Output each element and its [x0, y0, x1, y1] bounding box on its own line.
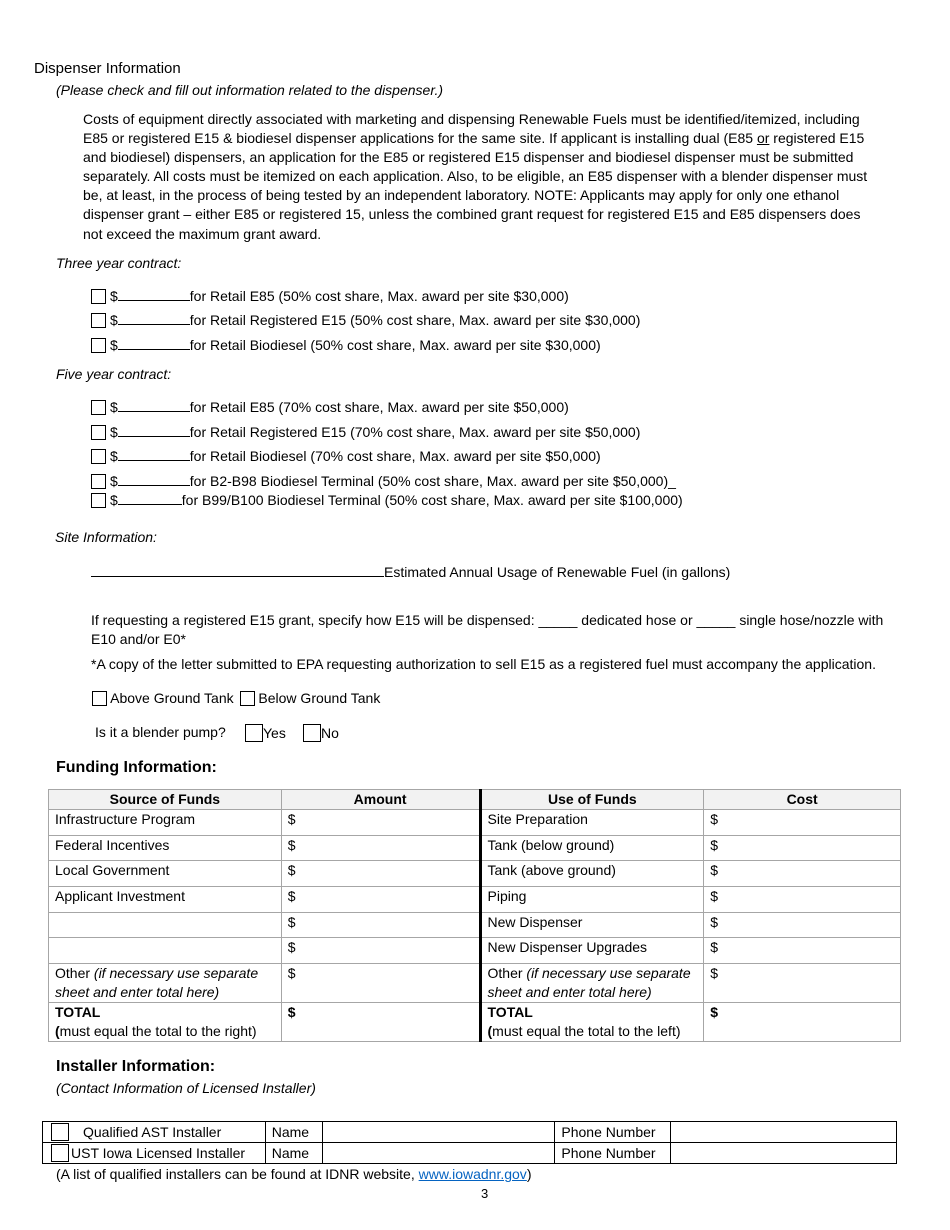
source-cell-other: Other (if necessary use separate sheet and enter total here) — [49, 964, 282, 1003]
cost-cell[interactable]: $ — [704, 836, 901, 861]
phone-label: Phone Number — [555, 1122, 671, 1143]
dispenser-subheading: (Please check and fill out information related to the dispenser.) — [56, 82, 444, 98]
paragraph-line: Costs of equipment directly associated with marketing and dispensing Renewable Fuels must be identified/itemized, including — [83, 111, 860, 127]
total-left-label: TOTAL (must equal the total to the right) — [49, 1003, 282, 1042]
amount-blank[interactable] — [118, 336, 190, 350]
use-cell: Tank (below ground) — [480, 836, 704, 861]
table-row-total — [49, 1003, 901, 1042]
paragraph-line: be, at least, in the process of being tested by an independent laboratory. NOTE: Applicants may apply for only one ethanol — [83, 187, 840, 204]
option-3yr-e15: $ for Retail Registered E15 (50% cost share, Max. award per site $30,000) — [91, 310, 640, 330]
paragraph-line: and biodiesel) dispensers, an application for the E85 or registered E15 dispenser and biodiesel dispenser must be submitted — [83, 149, 854, 166]
amount-cell[interactable]: $ — [281, 810, 480, 836]
installer-row — [43, 1122, 897, 1143]
option-5yr-e15: $ for Retail Registered E15 (70% cost share, Max. award per site $50,000) — [91, 422, 640, 442]
usage-blank[interactable] — [91, 563, 384, 577]
column-header: Cost — [704, 790, 901, 810]
name-field[interactable] — [322, 1143, 555, 1164]
checkbox-no[interactable] — [303, 724, 321, 742]
installer-footnote: (A list of qualified installers can be found at IDNR website, www.iowadnr.gov) — [56, 1166, 532, 1182]
column-header: Source of Funds — [49, 790, 282, 810]
table-row — [49, 938, 901, 964]
amount-cell[interactable]: $ — [281, 861, 480, 887]
source-cell: Applicant Investment — [49, 887, 282, 913]
installer-type: Qualified AST Installer — [43, 1122, 266, 1143]
checkbox[interactable] — [91, 493, 106, 508]
phone-field[interactable] — [671, 1122, 897, 1143]
e15-line-1: If requesting a registered E15 grant, specify how E15 will be dispensed: _____ dedicated hose or _____ single hose/nozzle with — [91, 612, 884, 628]
checkbox-yes[interactable] — [245, 724, 263, 742]
checkbox[interactable] — [91, 449, 106, 464]
amount-blank[interactable] — [118, 472, 190, 486]
funding-heading: Funding Information: — [56, 759, 217, 776]
phone-label: Phone Number — [555, 1143, 671, 1164]
epa-note: *A copy of the letter submitted to EPA requesting authorization to sell E15 as a registered fuel must accompany the application. — [91, 656, 876, 672]
cost-cell[interactable]: $ — [704, 810, 901, 836]
option-label: for B2-B98 Biodiesel Terminal (50% cost share, Max. award per site $50,000)_ — [189, 473, 676, 489]
checkbox[interactable] — [91, 474, 106, 489]
source-cell: Federal Incentives — [49, 836, 282, 861]
checkbox[interactable] — [91, 338, 106, 353]
amount-blank[interactable] — [118, 287, 190, 301]
paragraph-line: E85 or registered E15 & biodiesel dispenser applications for the same site. If applicant is installing dual (E85 or registered E15 — [83, 130, 865, 147]
usage-row — [91, 563, 730, 580]
table-header-row — [49, 790, 901, 810]
blender-yes: Yes — [245, 724, 286, 742]
paragraph-line: dispenser grant – either E85 or registered 15, unless the combined grant request for registered E15 and E85 dispensers does — [83, 206, 861, 223]
checkbox[interactable] — [91, 289, 106, 304]
phone-field[interactable] — [671, 1143, 897, 1164]
cost-cell[interactable]: $ — [704, 938, 901, 964]
option-5yr-e85: $ for Retail E85 (70% cost share, Max. award per site $50,000) — [91, 397, 569, 417]
installer-heading: Installer Information: — [56, 1058, 216, 1075]
blender-no: No — [303, 724, 339, 742]
source-cell[interactable] — [49, 938, 282, 964]
column-header: Use of Funds — [480, 790, 704, 810]
source-cell: Local Government — [49, 861, 282, 887]
checkbox-ast-installer[interactable] — [51, 1123, 69, 1141]
page-number: 3 — [481, 1186, 489, 1201]
use-cell: Site Preparation — [480, 810, 704, 836]
option-5yr-b99-b100: $ for B99/B100 Biodiesel Terminal (50% cost share, Max. award per site $100,000) — [91, 490, 683, 510]
amount-cell[interactable]: $ — [281, 964, 480, 1003]
five-year-label: Five year contract: — [56, 366, 172, 382]
paragraph-line: not exceed the maximum grant award. — [83, 225, 322, 242]
cost-cell[interactable]: $ — [704, 861, 901, 887]
option-label: for Retail E85 (50% cost share, Max. award per site $30,000) — [189, 288, 569, 304]
option-label: for B99/B100 Biodiesel Terminal (50% cost share, Max. award per site $100,000) — [181, 492, 683, 508]
option-label: for Retail Registered E15 (50% cost share, Max. award per site $30,000) — [189, 312, 641, 328]
table-row — [49, 861, 901, 887]
idnr-link[interactable]: www.iowadnr.gov — [418, 1166, 527, 1182]
use-cell: New Dispenser Upgrades — [480, 938, 704, 964]
option-label: for Retail E85 (70% cost share, Max. award per site $50,000) — [189, 399, 569, 415]
three-year-label: Three year contract: — [56, 255, 182, 271]
site-info-label: Site Information: — [55, 529, 157, 545]
use-cell-other: Other (if necessary use separate sheet and enter total here) — [480, 964, 704, 1003]
installer-table — [42, 1121, 897, 1164]
cost-cell[interactable]: $ — [704, 964, 901, 1003]
cost-cell[interactable]: $ — [704, 913, 901, 938]
checkbox[interactable] — [91, 400, 106, 415]
cost-cell[interactable]: $ — [704, 887, 901, 913]
checkbox-above-ground[interactable] — [92, 691, 107, 706]
tank-row — [92, 690, 380, 706]
amount-cell[interactable]: $ — [281, 836, 480, 861]
tank-below-label: Below Ground Tank — [258, 690, 381, 706]
e15-line-2: E10 and/or E0* — [91, 631, 186, 647]
amount-cell[interactable]: $ — [281, 913, 480, 938]
amount-cell[interactable]: $ — [281, 887, 480, 913]
table-row-other — [49, 964, 901, 1003]
use-cell: Piping — [480, 887, 704, 913]
column-header: Amount — [281, 790, 480, 810]
checkbox[interactable] — [91, 425, 106, 440]
name-label: Name — [265, 1122, 322, 1143]
installer-subheading: (Contact Information of Licensed Installer) — [56, 1080, 316, 1096]
amount-blank[interactable] — [118, 311, 190, 325]
checkbox-ust-installer[interactable] — [51, 1144, 69, 1162]
name-field[interactable] — [322, 1122, 555, 1143]
use-cell: New Dispenser — [480, 913, 704, 938]
dispenser-paragraph — [83, 110, 883, 244]
amount-blank[interactable] — [118, 423, 190, 437]
option-3yr-biodiesel: $ for Retail Biodiesel (50% cost share, Max. award per site $30,000) — [91, 335, 601, 355]
option-3yr-e85: $ for Retail E85 (50% cost share, Max. award per site $30,000) — [91, 286, 569, 306]
amount-blank[interactable] — [118, 398, 190, 412]
paragraph-line: separately. All costs must be itemized on each application. Also, to be eligible, an E85 dispenser with a blender dispenser must — [83, 168, 868, 185]
source-cell: Infrastructure Program — [49, 810, 282, 836]
total-cost-cell[interactable]: $ — [704, 1003, 901, 1042]
table-row — [49, 887, 901, 913]
total-amount-cell[interactable]: $ — [281, 1003, 480, 1042]
use-cell: Tank (above ground) — [480, 861, 704, 887]
tank-above-label: Above Ground Tank — [110, 690, 234, 706]
usage-label: Estimated Annual Usage of Renewable Fuel (in gallons) — [384, 564, 731, 580]
source-cell[interactable] — [49, 913, 282, 938]
option-label: for Retail Registered E15 (70% cost share, Max. award per site $50,000) — [189, 424, 641, 440]
amount-blank[interactable] — [118, 447, 190, 461]
option-label: for Retail Biodiesel (50% cost share, Max. award per site $30,000) — [189, 337, 601, 353]
option-5yr-biodiesel: $ for Retail Biodiesel (70% cost share, Max. award per site $50,000) — [91, 446, 601, 466]
table-row — [49, 810, 901, 836]
option-label: for Retail Biodiesel (70% cost share, Max. award per site $50,000) — [189, 448, 601, 464]
section-heading-dispenser: Dispenser Information — [34, 60, 181, 77]
installer-type: UST Iowa Licensed Installer — [43, 1143, 266, 1164]
checkbox[interactable] — [91, 313, 106, 328]
option-5yr-b2-b98: $ for B2-B98 Biodiesel Terminal (50% cost share, Max. award per site $50,000)_ — [91, 471, 676, 491]
table-row — [49, 913, 901, 938]
amount-cell[interactable]: $ — [281, 938, 480, 964]
name-label: Name — [265, 1143, 322, 1164]
total-right-label: TOTAL (must equal the total to the left) — [480, 1003, 704, 1042]
table-row — [49, 836, 901, 861]
blender-question: Is it a blender pump? — [95, 724, 226, 740]
installer-row — [43, 1143, 897, 1164]
amount-blank[interactable] — [118, 491, 182, 505]
funding-table — [48, 789, 901, 1042]
checkbox-below-ground[interactable] — [240, 691, 255, 706]
